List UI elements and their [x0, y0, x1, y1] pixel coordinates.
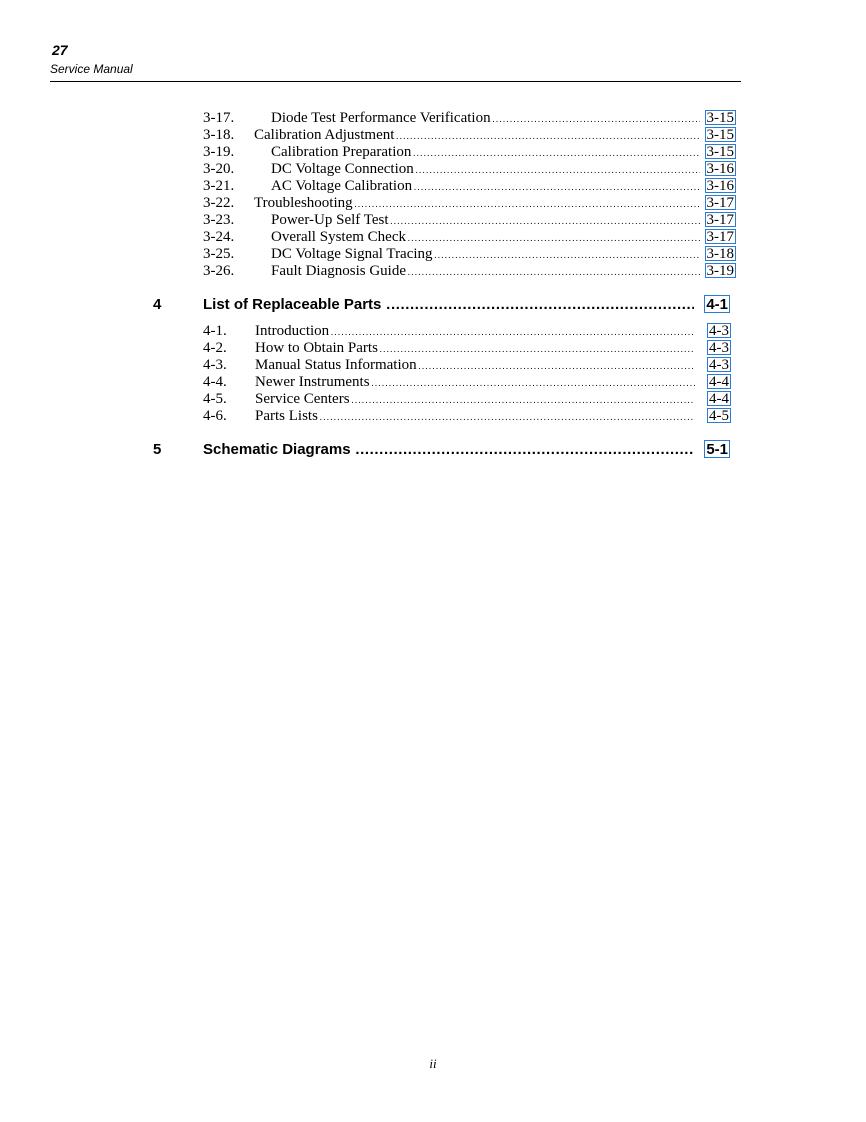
toc-entry-4-6[interactable]	[203, 408, 736, 425]
page-link[interactable]: 3-17	[706, 212, 734, 228]
toc-entry-4-2[interactable]	[203, 340, 736, 357]
entry-title: AC Voltage Calibration . . .	[271, 178, 700, 196]
page-link[interactable]: 3-17	[706, 195, 734, 211]
entry-title: Troubleshooting . . .	[254, 195, 700, 213]
manual-subtitle: Service Manual	[50, 62, 133, 76]
page-link[interactable]: 3-19	[706, 263, 734, 279]
page-link[interactable]: 4-4	[709, 391, 729, 407]
entry-number: 4-6.	[203, 408, 227, 424]
entry-title: Newer Instruments . . .	[255, 374, 695, 392]
entry-number: 4-2.	[203, 340, 227, 356]
entry-number: 3-21.	[203, 178, 235, 194]
entry-number: 3-23.	[203, 212, 235, 228]
page-link[interactable]: 4-3	[709, 357, 729, 373]
entry-title: DC Voltage Signal Tracing . . .	[271, 246, 700, 264]
entry-number: 4-1.	[203, 323, 227, 339]
entry-number: 3-17.	[203, 110, 235, 126]
chapter-number: 5	[153, 441, 162, 458]
entry-number: 4-3.	[203, 357, 227, 373]
chapter-title: Schematic Diagrams .....	[203, 440, 694, 460]
entry-title: Power-Up Self Test . . .	[271, 212, 700, 230]
toc-entry-3-22[interactable]	[203, 195, 736, 212]
toc-entry-3-20[interactable]	[203, 161, 736, 178]
chapter-title: List of Replaceable Parts .....	[203, 295, 694, 315]
entry-number: 3-24.	[203, 229, 235, 245]
entry-number: 3-20.	[203, 161, 235, 177]
page-link[interactable]: 4-3	[709, 323, 729, 339]
chapter-number: 4	[153, 296, 162, 313]
entry-title: Parts Lists . . .	[255, 408, 695, 426]
entry-title: Introduction . . .	[255, 323, 695, 341]
toc-entry-3-19[interactable]	[203, 144, 736, 161]
toc-entry-3-21[interactable]	[203, 178, 736, 195]
page-link[interactable]: 4-1	[706, 296, 728, 313]
page-link[interactable]: 3-18	[706, 246, 734, 262]
toc-entry-4-5[interactable]	[203, 391, 736, 408]
chapter-5-heading[interactable]	[153, 440, 730, 460]
entry-number: 4-5.	[203, 391, 227, 407]
entry-number: 3-26.	[203, 263, 235, 279]
page-link[interactable]: 4-5	[709, 408, 729, 424]
manual-model-number: 27	[52, 42, 68, 58]
entry-number: 3-22.	[203, 195, 235, 211]
toc-entry-4-4[interactable]	[203, 374, 736, 391]
entry-title: Manual Status Information . . .	[255, 357, 695, 375]
header-rule	[50, 81, 741, 82]
entry-title: Calibration Preparation . . .	[271, 144, 700, 162]
page-link[interactable]: 3-15	[706, 144, 734, 160]
entry-title: Fault Diagnosis Guide . . .	[271, 263, 700, 281]
page-link[interactable]: 4-4	[709, 374, 729, 390]
chapter-4-heading[interactable]	[153, 295, 730, 315]
toc-entry-3-18[interactable]	[203, 127, 736, 144]
page-link[interactable]: 5-1	[706, 441, 728, 458]
toc-entry-3-26[interactable]	[203, 263, 736, 280]
toc-entry-3-24[interactable]	[203, 229, 736, 246]
entry-title: Overall System Check . . .	[271, 229, 700, 247]
entry-title: How to Obtain Parts . . .	[255, 340, 695, 358]
entry-title: Calibration Adjustment . . .	[254, 127, 700, 145]
page-link[interactable]: 4-3	[709, 340, 729, 356]
toc-entry-3-17[interactable]	[203, 110, 736, 127]
page-link[interactable]: 3-15	[706, 127, 734, 143]
page-link[interactable]: 3-15	[706, 110, 734, 126]
entry-number: 3-18.	[203, 127, 235, 143]
entry-number: 3-25.	[203, 246, 235, 262]
entry-number: 3-19.	[203, 144, 235, 160]
page-link[interactable]: 3-16	[706, 178, 734, 194]
entry-title: DC Voltage Connection . . .	[271, 161, 700, 179]
page-link[interactable]: 3-17	[706, 229, 734, 245]
toc-entry-3-23[interactable]	[203, 212, 736, 229]
entry-number: 4-4.	[203, 374, 227, 390]
toc-entry-4-1[interactable]	[203, 323, 736, 340]
page-number: ii	[429, 1056, 437, 1071]
entry-title: Service Centers . . .	[255, 391, 695, 409]
entry-title: Diode Test Performance Verification . . .	[271, 110, 700, 128]
toc-entry-3-25[interactable]	[203, 246, 736, 263]
page-link[interactable]: 3-16	[706, 161, 734, 177]
toc-entry-4-3[interactable]	[203, 357, 736, 374]
